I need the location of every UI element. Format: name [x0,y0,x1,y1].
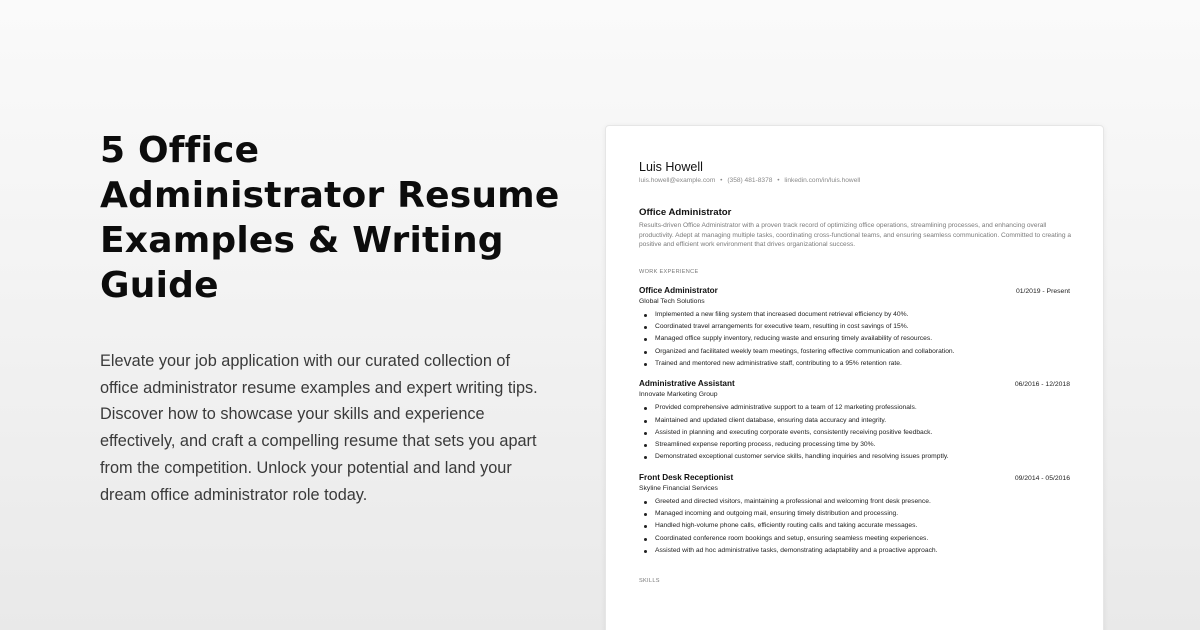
page-title-line: Examples & Writing [100,220,504,261]
job-dates: 06/2016 - 12/2018 [1014,381,1070,389]
job-entry [639,379,1070,463]
job-title: Office Administrator [639,285,718,295]
job-dates: 09/2014 - 05/2016 [1014,474,1070,482]
hero-text [100,128,570,508]
job-bullets [639,496,1070,557]
job-entry [639,286,1070,370]
job-bullets [639,402,1070,463]
job-bullets [639,309,1070,370]
job-bullet: Managed incoming and outgoing mail, ensuring timely distribution and processing. [639,508,999,520]
page-title-line: 5 Office [100,130,260,171]
job-title: Front Desk Receptionist [639,472,734,482]
resume-summary: Results-driven Office Administrator with a proven track record of optimizing office operations, streamlining processes, and enhancing overall productivity. Adept at managing multiple tasks, coordinating cross-functional teams, and ensuring seamless communication. Committed to creating a positive and efficient work environment that drives organizational success. [639,222,1071,249]
intro-paragraph: Elevate your job application with our curated collection of office administrator resume examples and expert writing tips. Discover how to showcase your skills and experience effectively, and craft a compelling resume that sets you apart from the competition. Unlock your potential and land your dream office administrator role today. [100,352,538,504]
resume-name: Luis Howell [639,160,703,174]
job-entry [639,473,1070,557]
resume-email: luis.howell@example.com [639,177,716,184]
page-title-line: Administrator Resume [100,175,560,216]
job-bullet: Streamlined expense reporting process, reducing processing time by 30%. [639,439,999,451]
job-bullet: Maintained and updated client database, ensuring data accuracy and integrity. [639,415,999,427]
resume-linkedin: linkedin.com/in/luis.howell [784,177,861,184]
resume-contact [639,176,1070,185]
job-header [639,286,1070,297]
resume-title: Office Administrator [639,207,732,218]
job-bullet: Greeted and directed visitors, maintaining a professional and welcoming front desk presence. [639,496,999,508]
job-header [639,379,1070,390]
page-title [100,128,570,308]
job-bullet: Organized and facilitated weekly team meetings, fostering effective communication and collaboration. [639,346,999,358]
job-header [639,473,1070,484]
job-bullet: Provided comprehensive administrative support to a team of 12 marketing professionals. [639,402,999,414]
contact-separator: • [777,177,780,184]
resume-phone: (358) 481-8378 [727,177,773,184]
job-bullet: Coordinated conference room bookings and setup, ensuring seamless meeting experiences. [639,533,999,545]
job-bullet: Coordinated travel arrangements for executive team, resulting in cost savings of 15%. [639,321,999,333]
resume-preview [605,125,1104,630]
job-bullet: Handled high-volume phone calls, efficiently routing calls and taking accurate messages. [639,520,999,532]
job-bullet: Assisted in planning and executing corporate events, consistently receiving positive feedback. [639,427,999,439]
job-company: Global Tech Solutions [639,297,705,305]
section-heading-skills: SKILLS [639,578,660,585]
job-bullet: Assisted with ad hoc administrative tasks, demonstrating adaptability and a proactive approach. [639,545,999,557]
job-bullet: Managed office supply inventory, reducing waste and ensuring timely availability of resources. [639,333,999,345]
job-bullet: Implemented a new filing system that increased document retrieval efficiency by 40%. [639,309,999,321]
contact-separator: • [720,177,723,184]
job-bullet: Trained and mentored new administrative staff, contributing to a 95% retention rate. [639,358,999,370]
job-bullet: Demonstrated exceptional customer service skills, handling inquiries and resolving issues promptly. [639,451,999,463]
job-company: Innovate Marketing Group [639,391,718,399]
job-title: Administrative Assistant [639,379,735,389]
job-dates: 01/2019 - Present [1015,287,1070,295]
section-heading-work-experience: WORK EXPERIENCE [639,268,699,275]
page-title-line: Guide [100,265,219,306]
job-company: Skyline Financial Services [639,484,718,492]
